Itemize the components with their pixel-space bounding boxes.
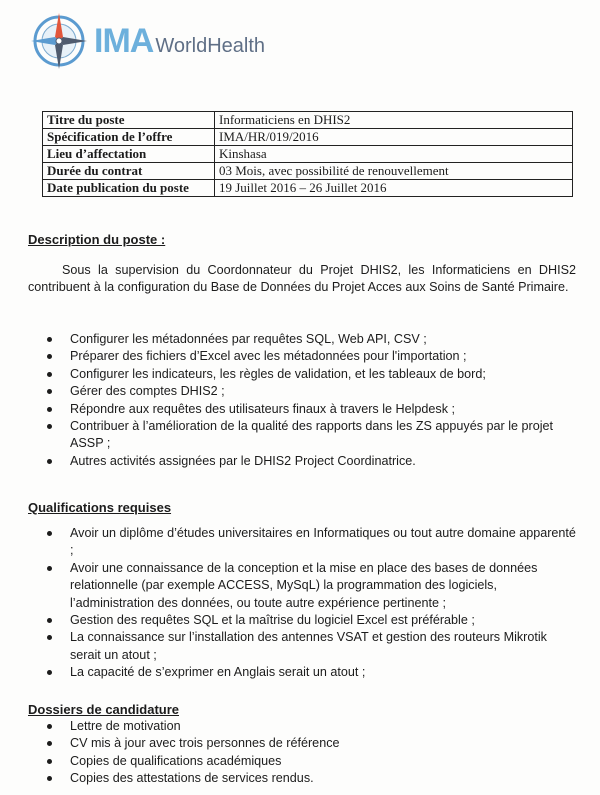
logo-worldhealth-text: WorldHealth (155, 34, 266, 57)
list-item-text: Lettre de motivation (70, 719, 181, 733)
list-item (47, 331, 577, 348)
bullet-icon (47, 741, 52, 746)
bullet-icon (47, 337, 52, 342)
qualifications-title: Qualifications requises (28, 500, 172, 515)
list-item-text: Avoir un diplôme d’études universitaires en Informatiques ou tout autre domaine apparenté ; (70, 526, 576, 558)
list-item (47, 383, 577, 400)
table-label: Titre du poste (43, 112, 215, 129)
table-value: Informaticiens en DHIS2 (215, 112, 573, 129)
table-label: Spécification de l’offre (43, 129, 215, 146)
list-item-text: Gérer des comptes DHIS2 ; (70, 384, 225, 399)
list-item-text: Configurer les indicateurs, les règles de validation, et les tableaux de bord; (70, 366, 486, 381)
table-value: IMA/HR/019/2016 (215, 129, 573, 146)
list-item (47, 753, 577, 770)
description-paragraph (28, 262, 576, 296)
bullet-icon (47, 618, 52, 623)
table-row (43, 112, 573, 129)
list-item (47, 629, 577, 664)
bullet-icon (47, 459, 52, 464)
list-item-text: La capacité de s’exprimer en Anglais serait un atout ; (70, 665, 366, 680)
table-label: Durée du contrat (43, 163, 215, 180)
bullet-icon (47, 670, 52, 675)
bullet-icon (47, 531, 52, 536)
ima-worldhealth-logo (28, 10, 265, 72)
table-row (43, 180, 573, 197)
table-row (43, 146, 573, 163)
list-item-text: Répondre aux requêtes des utilisateurs finaux à travers le Helpdesk ; (70, 401, 456, 416)
table-value: Kinshasa (215, 146, 573, 163)
bullet-icon (47, 354, 52, 359)
description-title: Description du poste : (28, 232, 166, 247)
table-value: 19 Juillet 2016 – 26 Juillet 2016 (215, 180, 573, 197)
bullet-icon (47, 776, 52, 781)
list-item (47, 718, 577, 735)
dossiers-title: Dossiers de candidature (28, 702, 179, 717)
table-label: Date publication du poste (43, 180, 215, 197)
list-item-text: Configurer les métadonnées par requêtes SQL, Web API, CSV ; (70, 332, 427, 346)
table-row (43, 129, 573, 146)
description-list (47, 331, 577, 470)
bullet-icon (47, 724, 52, 729)
list-item (47, 418, 577, 453)
list-item (47, 525, 577, 560)
bullet-icon (47, 759, 52, 764)
list-item (47, 735, 577, 752)
list-item (47, 401, 577, 418)
logo-ima-text: IMA (94, 21, 154, 60)
list-item-text: Préparer des fichiers d’Excel avec les métadonnées pour l'importation ; (70, 349, 467, 364)
list-item-text: Copies de qualifications académiques (70, 753, 282, 768)
bullet-icon (47, 635, 52, 640)
description-text: Sous la supervision du Coordonnateur du Projet DHIS2, les Informaticiens en DHIS2 contribuent à la configuration du Base de Données du Projet Acces aux Soins de Santé Primaire. (28, 263, 576, 294)
bullet-icon (47, 389, 52, 394)
list-item-text: La connaissance sur l’installation des antennes VSAT et gestion des routeurs Mikrotik serait un atout ; (70, 630, 547, 662)
list-item (47, 664, 577, 681)
list-item (47, 348, 577, 365)
qualifications-list (47, 525, 577, 682)
list-item (47, 560, 577, 612)
bullet-icon (47, 566, 52, 571)
list-item-text: Copies des attestations de services rendus. (70, 771, 314, 786)
list-item (47, 770, 577, 787)
job-info-table (42, 111, 573, 197)
list-item-text: Gestion des requêtes SQL et la maîtrise du logiciel Excel est préférable ; (70, 613, 475, 628)
list-item-text: Autres activités assignées par le DHIS2 Project Coordinatrice. (70, 453, 416, 468)
table-row (43, 163, 573, 180)
bullet-icon (47, 372, 52, 377)
table-value: 03 Mois, avec possibilité de renouvellement (215, 163, 573, 180)
list-item-text: CV mis à jour avec trois personnes de référence (70, 736, 340, 751)
list-item (47, 366, 577, 383)
dossiers-list (47, 718, 577, 788)
bullet-icon (47, 424, 52, 429)
list-item-text: Contribuer à l’amélioration de la qualité des rapports dans les ZS appuyés par le projet ASSP ; (70, 419, 554, 451)
list-item (47, 453, 577, 470)
compass-globe-icon (28, 10, 90, 72)
bullet-icon (47, 407, 52, 412)
list-item-text: Avoir une connaissance de la conception et la mise en place des bases de données relationnelle (par exemple ACCESS, MySqL) la programmation des logiciels, l’administration des données, ou toute autre expérience pertinente ; (70, 560, 538, 610)
list-item (47, 612, 577, 629)
table-label: Lieu d’affectation (43, 146, 215, 163)
